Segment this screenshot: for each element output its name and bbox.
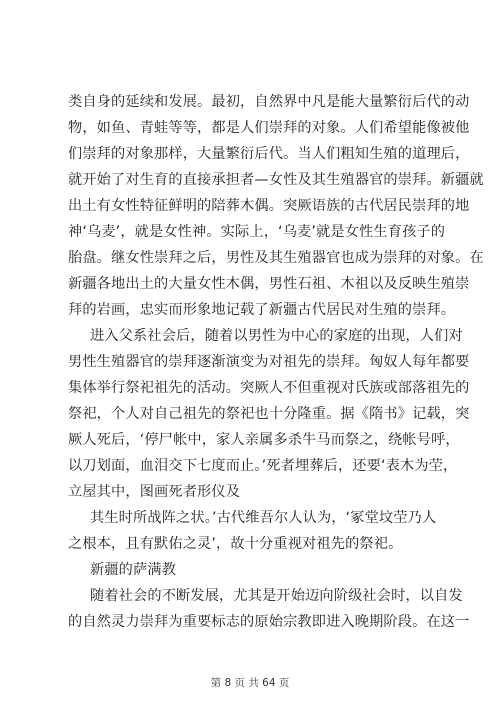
text-line: 类自身的延续和发展。最初，自然界中凡是能大量繁衍后代的动 [68,94,470,110]
text-line: 新疆各地出土的大量女性木偶，男性石祖、木祖以及反映生殖崇 [68,276,470,292]
text-line: 立屋其中，图画死者形仪及 [68,484,241,500]
text-line: 们崇拜的对象那样，大量繁衍后代。当人们粗知生殖的道理后， [68,146,470,162]
text-line: 出土有女性特征鲜明的陪葬木偶。突厥语族的古代居民崇拜的地 [68,198,470,214]
paragraph-start-line: 其生时所战阵之状。’古代维吾尔人认为，‘冢堂坟茔乃人 [90,510,437,526]
text-line: 祭祀，个人对自己祖先的祭祀也十分隆重。据《隋书》记载，突 [68,406,470,422]
paragraph-start-line: 随着社会的不断发展，尤其是开始迈向阶级社会时，以自发 [90,588,463,604]
text-line: 神‘乌麦’，就是女性神。实际上，‘乌麦’就是女性生育孩子的 [68,224,446,240]
page-number-footer: 第 8 页 共 64 页 [210,677,290,689]
text-line: 物，如鱼、青蛙等等，都是人们崇拜的对象。人们希望能像被他 [68,120,470,136]
text-line: 胎盘。继女性崇拜之后，男性及其生殖器官也成为崇拜的对象。在 [68,250,484,266]
text-line: 就开始了对生育的直接承担者—女性及其生殖器官的崇拜。新疆就 [68,172,484,188]
text-line: 拜的岩画，忠实而形象地记载了新疆古代居民对生殖的崇拜。 [68,302,456,318]
text-line: 的自然灵力崇拜为重要标志的原始宗教即进入晚期阶段。在这一 [68,614,470,630]
paragraph-start-line: 进入父系社会后，随着以男性为中心的家庭的出现，人们对 [90,328,463,344]
section-heading: 新疆的萨满教 [90,562,177,578]
text-line: 以刀划面，血泪交下七度而止。’死者埋葬后，还要‘表木为茔， [68,458,458,474]
text-line: 集体举行祭祀祖先的活动。突厥人不但重视对氏族或部落祖先的 [68,380,470,396]
text-line: 厥人死后，‘停尸帐中，家人亲属多杀牛马而祭之，绕帐号呼， [68,432,460,448]
text-line: 之根本，且有默佑之灵’，故十分重视对祖先的祭祀。 [68,536,403,552]
text-line: 男性生殖器官的崇拜逐渐演变为对祖先的崇拜。匈奴人每年都要 [68,354,470,370]
